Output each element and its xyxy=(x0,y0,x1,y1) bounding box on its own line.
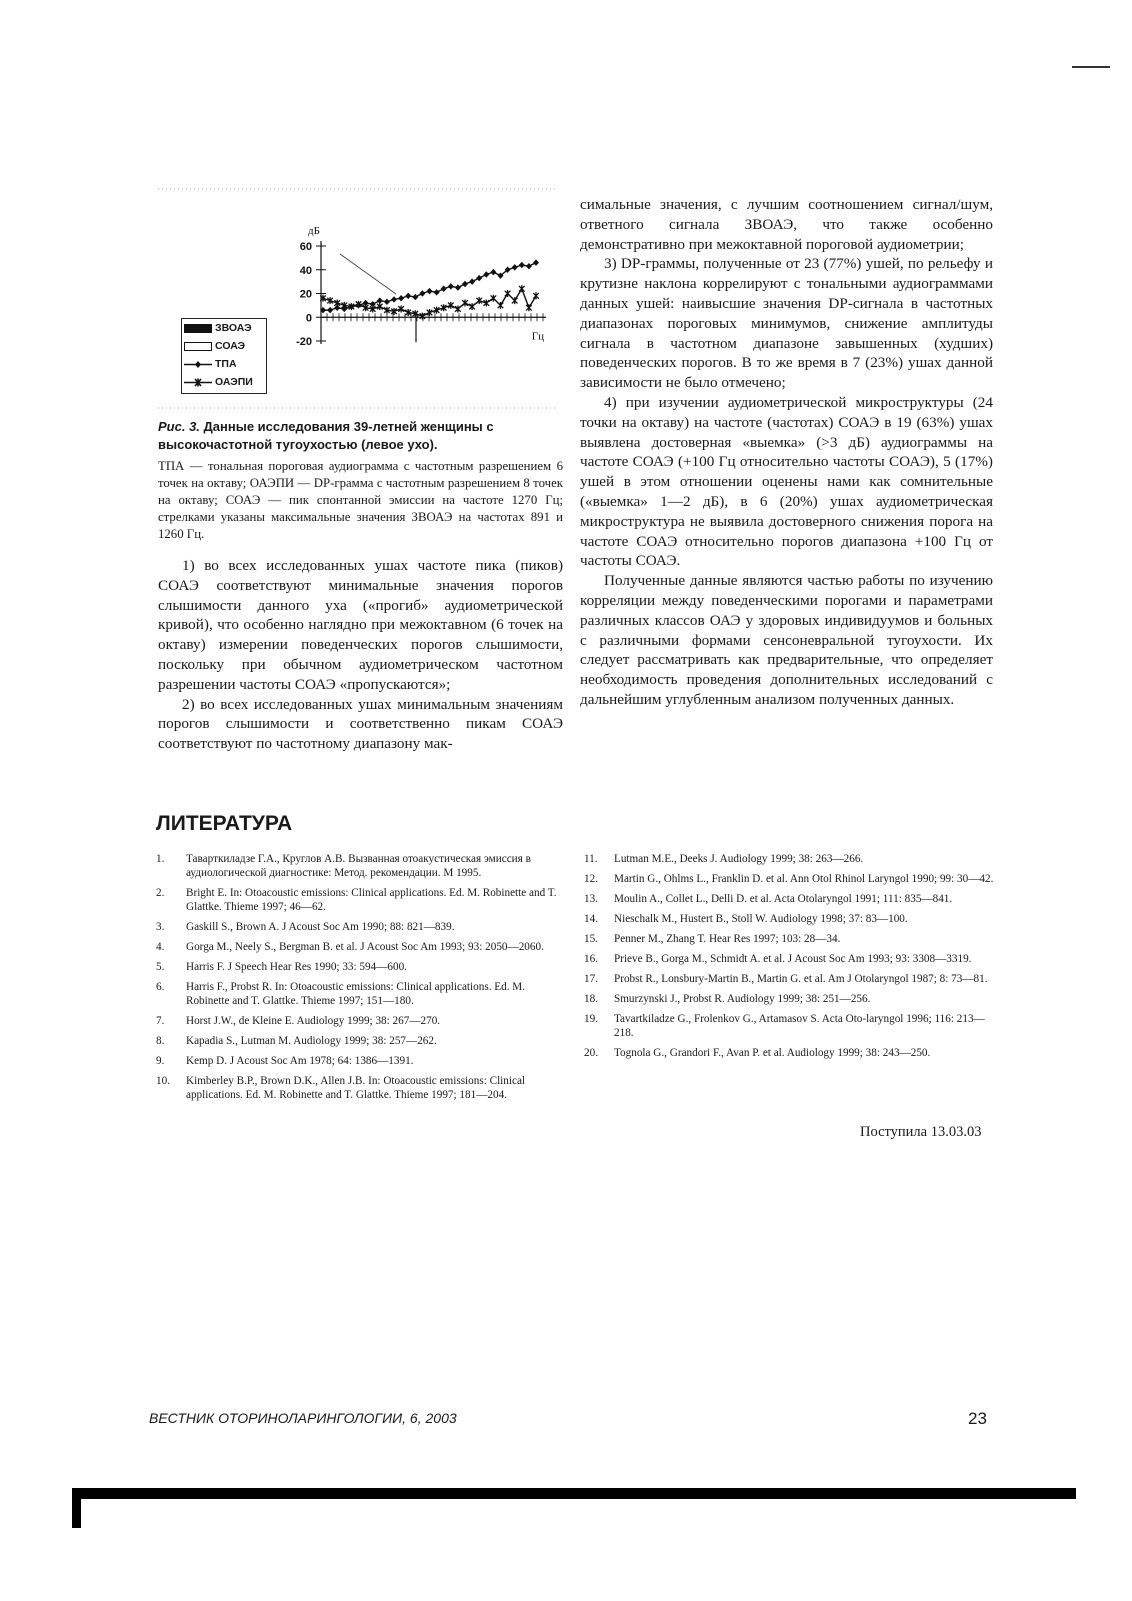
paragraph: 3) DP-граммы, полученные от 23 (77%) ушей, по рельефу и крутизне наклона коррелируют с тональными аудиограммами данных ушей: наивысшие значения DP-сигнала в частотных диапазонах пороговых минимумов, снижение амплитуды сигнала в частотном диапазоне завышенных (худших) поведенческих порогов. В то же время в 7 (23%) ушах данной зависимости не было отмечено; xyxy=(580,255,993,392)
reference-text: Kapadia S., Lutman M. Audiology 1999; 38: 257—262. xyxy=(186,1035,437,1047)
paragraph: 2) во всех исследованных ушах минимальным значениям порогов слышимости и соответственно пикам СОАЭ соответствуют по частотному диапазону мак- xyxy=(158,695,563,753)
reference-item xyxy=(584,892,997,906)
data-point-tpa xyxy=(377,297,383,303)
page-number: 23 xyxy=(968,1409,987,1428)
reference-number: 9. xyxy=(156,1055,165,1067)
paragraph: 4) при изучении аудиометрической микроструктуры (24 точки на октаву) на частоте (частотах) СОАЭ в 19 (63%) ушах выявлена достоверная «выемка» (>3 дБ) аудиограммы на частоте СОАЭ (+100 Гц относительно частоты СОАЭ), 5 (17%) ушей в этом отношении оценены нами как сомнительные («выемка» 1—2 дБ), в 6 (20%) ушах аудиометрическая микроструктура не выявила достоверного снижения порога на частоте СОАЭ относительно порогов диапазона +100 Гц от частоты СОАЭ. xyxy=(580,393,993,570)
reference-number: 6. xyxy=(156,981,165,993)
reference-text: Gorga M., Neely S., Bergman B. et al. J Acoust Soc Am 1993; 93: 2050—2060. xyxy=(186,941,544,953)
data-point-tpa xyxy=(384,299,390,305)
reference-text: Harris F., Probst R. In: Otoacoustic emissions: Clinical applications. Ed. M. Robinette and T. Glattke. Thieme 1997; 151—180. xyxy=(186,981,526,1007)
legend-label-oaepi: ОАЭПИ xyxy=(215,376,253,388)
data-point-tpa xyxy=(526,263,532,269)
literature-heading: ЛИТЕРАТУРА xyxy=(156,812,293,835)
reference-list-right xyxy=(584,852,997,1066)
y-axis-label: дБ xyxy=(308,225,320,237)
top-rule xyxy=(1072,66,1110,68)
reference-number: 16. xyxy=(584,953,598,965)
data-point-oaepi xyxy=(512,297,518,304)
reference-item xyxy=(156,1034,561,1048)
data-point-tpa xyxy=(441,286,447,292)
data-point-tpa xyxy=(483,271,489,277)
body-text-left-column xyxy=(158,556,563,754)
reference-number: 19. xyxy=(584,1013,598,1025)
reference-text: Tavartkiladze G., Frolenkov G., Artamasov S. Acta Oto-laryngol 1996; 116: 213—218. xyxy=(614,1013,985,1039)
data-point-oaepi xyxy=(498,302,504,309)
reference-number: 20. xyxy=(584,1047,598,1059)
data-point-tpa xyxy=(462,281,468,287)
legend-item-tpa xyxy=(182,355,266,373)
reference-number: 13. xyxy=(584,893,598,905)
legend-item-oaepi xyxy=(182,373,266,391)
data-point-tpa xyxy=(391,296,397,302)
reference-number: 1. xyxy=(156,853,165,865)
reference-item xyxy=(156,852,561,880)
reference-number: 5. xyxy=(156,961,165,973)
reference-item xyxy=(584,1012,997,1040)
reference-text: Kemp D. J Acoust Soc Am 1978; 64: 1386—1391. xyxy=(186,1055,414,1067)
y-tick-label: 40 xyxy=(299,264,312,277)
y-tick-label: -20 xyxy=(296,336,312,348)
legend-label-tpa: ТПА xyxy=(215,358,237,370)
received-date: Поступила 13.03.03 xyxy=(860,1124,982,1140)
data-point-oaepi xyxy=(505,290,511,297)
data-point-oaepi xyxy=(533,292,539,299)
reference-number: 8. xyxy=(156,1035,165,1047)
reference-text: Prieve B., Gorga M., Schmidt A. et al. J Acoust Soc Am 1993; 93: 3308—3319. xyxy=(614,953,972,965)
reference-item xyxy=(584,912,997,926)
legend-swatch-soae xyxy=(184,342,212,351)
reference-text: Penner M., Zhang T. Hear Res 1997; 103: 28—34. xyxy=(614,933,841,945)
reference-text: Таварткиладзе Г.А., Круглов А.В. Вызванная отоакустическая эмиссия в аудиологической диагностике: Метод. рекомендации. М 1995. xyxy=(186,853,531,879)
data-point-tpa xyxy=(512,264,518,270)
legend-swatch-zvoae xyxy=(184,324,212,333)
data-point-oaepi xyxy=(519,285,525,292)
data-point-tpa xyxy=(448,283,454,289)
data-point-oaepi xyxy=(469,303,475,310)
reference-number: 2. xyxy=(156,887,165,899)
paragraph: Полученные данные являются частью работы по изучению корреляции между поведенческими порогами и параметрами различных классов ОАЭ у здоровых индивидуумов и больных с различными формами сенсоневральной тугоухости. Их следует рассматривать как предварительные, что определяет необходимость проведения дополнительных исследований с дальнейшим углубленным анализом полученных данных. xyxy=(580,572,993,708)
bottom-rule xyxy=(72,1488,1076,1499)
reference-text: Gaskill S., Brown A. J Acoust Soc Am 1990; 88: 821—839. xyxy=(186,921,455,933)
reference-item xyxy=(584,972,997,986)
caption-heading: Данные исследования 39-летней женщины с высокочастотной тугоухостью (левое ухо). xyxy=(158,419,494,452)
reference-text: Lutman M.E., Deeks J. Audiology 1999; 38: 263—266. xyxy=(614,853,864,865)
reference-item xyxy=(156,1014,561,1028)
data-point-tpa xyxy=(476,275,482,281)
bottom-corner-mark xyxy=(72,1488,81,1528)
reference-number: 14. xyxy=(584,913,598,925)
reference-text: Nieschalk M., Hustert B., Stoll W. Audiology 1998; 37: 83—100. xyxy=(614,913,908,925)
data-point-tpa xyxy=(490,269,496,275)
reference-text: Harris F. J Speech Hear Res 1990; 33: 594—600. xyxy=(186,961,407,973)
legend-item-soae xyxy=(182,337,266,355)
data-point-tpa xyxy=(455,284,461,290)
reference-text: Bright E. In: Otoacoustic emissions: Clinical applications. Ed. M. Robinette and T. Glattke. Thieme 1997; 46—62. xyxy=(186,887,557,913)
data-point-oaepi xyxy=(491,295,497,302)
reference-number: 11. xyxy=(584,853,598,865)
body-text-right-column xyxy=(580,195,993,710)
reference-item xyxy=(584,872,997,886)
y-tick-label: 60 xyxy=(299,241,312,253)
data-point-tpa xyxy=(419,290,425,296)
reference-text: Horst J.W., de Kleine E. Audiology 1999; 38: 267—270. xyxy=(186,1015,441,1027)
reference-number: 18. xyxy=(584,993,598,1005)
data-point-tpa xyxy=(327,307,333,313)
reference-text: Smurzynski J., Probst R. Audiology 1999; 38: 251—256. xyxy=(614,993,871,1005)
reference-number: 4. xyxy=(156,941,165,953)
reference-text: Kimberley B.P., Brown D.K., Allen J.B. In: Otoacoustic emissions: Clinical applications. Ed. M. Robinette and T. Glattke. Thieme 1997; 181—204. xyxy=(186,1075,526,1101)
series-line-tpa xyxy=(323,263,536,311)
caption-body: ТПА — тональная пороговая аудиограмма с частотным разрешением 6 точек на октаву; ОАЭПИ — DP-грамма с частотным разрешением 8 точек на октаву; СОАЭ — пик спонтанной эмиссии на частоте 1270 Гц; стрелками указаны максимальные значения ЗВОАЭ на частотах 891 и 1260 Гц. xyxy=(158,459,563,541)
reference-text: Tognola G., Grandori F., Avan P. et al. Audiology 1999; 38: 243—250. xyxy=(614,1047,931,1059)
reference-item xyxy=(584,952,997,966)
reference-list-left xyxy=(156,852,561,1108)
reference-number: 12. xyxy=(584,873,598,885)
legend-swatch-oaepi xyxy=(184,378,212,387)
y-tick-label: 20 xyxy=(299,288,312,301)
data-point-tpa xyxy=(412,294,418,300)
y-tick-label: 0 xyxy=(305,312,312,325)
reference-item xyxy=(156,920,561,934)
legend-label-zvoae: ЗВОАЭ xyxy=(215,322,252,334)
data-point-tpa xyxy=(398,295,404,301)
caption-label: Рис. 3. xyxy=(158,419,200,434)
reference-number: 7. xyxy=(156,1015,165,1027)
figure-caption xyxy=(158,418,563,543)
reference-number: 10. xyxy=(156,1075,170,1087)
reference-item xyxy=(156,1054,561,1068)
paragraph: симальные значения, с лучшим соотношением сигнал/шум, ответного сигнала ЗВОАЭ, что также особенно демонстративно при межоктавной пороговой аудиометрии; xyxy=(580,196,993,253)
reference-item xyxy=(584,932,997,946)
reference-text: Martin G., Ohlms L., Franklin D. et al. Ann Otol Rhinol Laryngol 1990; 99: 30—42. xyxy=(614,873,994,885)
reference-number: 15. xyxy=(584,933,598,945)
reference-number: 3. xyxy=(156,921,165,933)
data-point-oaepi xyxy=(455,305,461,312)
data-point-tpa xyxy=(519,262,525,268)
paragraph: 1) во всех исследованных ушах частоте пика (пиков) СОАЭ соответствуют минимальные значения порогов слышимости данного уха («прогиб» аудиометрической кривой), что особенно наглядно при межоктавном (6 точек на октаву) измерении поведенческих порогов слышимости, поскольку при обычном аудиометрическом частотном разрешении частоты СОАЭ «пропускаются»; xyxy=(158,557,563,693)
reference-text: Probst R., Lonsbury-Martin B., Martin G. et al. Am J Otolaryngol 1987; 8: 73—81. xyxy=(614,973,988,985)
reference-item xyxy=(584,852,997,866)
data-point-tpa xyxy=(469,278,475,284)
reference-number: 17. xyxy=(584,973,598,985)
annotation-arrow xyxy=(340,254,396,294)
reference-item xyxy=(584,1046,997,1060)
data-point-tpa xyxy=(434,289,440,295)
caption-title xyxy=(158,418,563,454)
reference-item xyxy=(156,980,561,1008)
chart-legend xyxy=(181,318,267,394)
reference-item xyxy=(156,940,561,954)
data-point-tpa xyxy=(405,293,411,299)
reference-item xyxy=(156,960,561,974)
data-point-tpa xyxy=(427,288,433,294)
legend-label-soae: СОАЭ xyxy=(215,340,246,352)
reference-text: Moulin A., Collet L., Delli D. et al. Acta Otolaryngol 1991; 111: 835—841. xyxy=(614,893,953,905)
data-point-tpa xyxy=(533,259,539,265)
legend-item-zvoae xyxy=(182,319,266,337)
data-point-oaepi xyxy=(526,304,532,311)
data-point-oaepi xyxy=(462,300,468,307)
reference-item xyxy=(584,992,997,1006)
journal-footer: ВЕСТНИК ОТОРИНОЛАРИНГОЛОГИИ, 6, 2003 xyxy=(149,1410,457,1426)
x-axis-label: Гц xyxy=(531,330,544,343)
reference-item xyxy=(156,886,561,914)
legend-swatch-tpa xyxy=(184,360,212,369)
reference-item xyxy=(156,1074,561,1102)
